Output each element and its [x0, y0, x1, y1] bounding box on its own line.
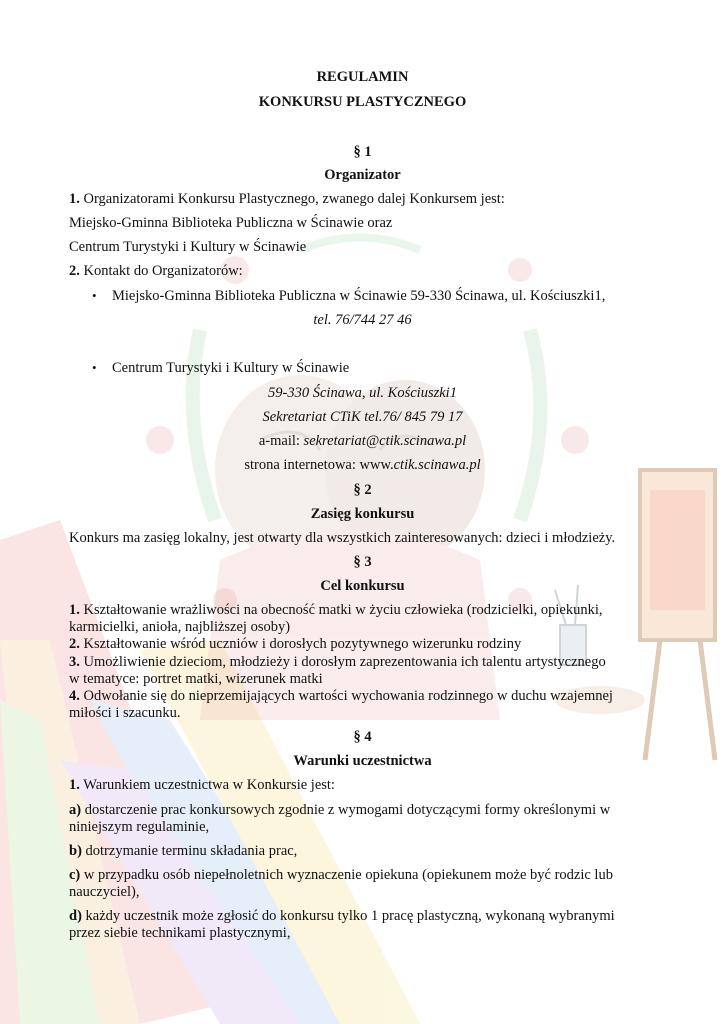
goal-item-4 [69, 687, 613, 705]
section-4-heading: Warunki uczestnictwa [293, 753, 432, 769]
item-text: dotrzymanie terminu składania prac, [85, 843, 298, 859]
item-number: 1. [69, 777, 80, 793]
website-link[interactable]: ctik.scinawa.pl [393, 457, 481, 473]
section-2-heading: Zasięg konkursu [310, 506, 415, 522]
item-letter: b) [69, 843, 82, 859]
bullet-icon: • [92, 360, 97, 375]
s1-item-1 [69, 190, 505, 208]
section-3-heading: Cel konkursu [320, 578, 405, 594]
document-title: REGULAMIN [316, 69, 409, 85]
goal-item-4-cont: miłości i szacunku. [69, 705, 181, 721]
contact-2-name: Centrum Turystyki i Kultury w Ścinawie [112, 360, 350, 376]
contact-1-phone: tel. 76/744 27 46 [313, 312, 412, 328]
section-3-mark: § 3 [353, 554, 372, 570]
goal-item-3-cont: w tematyce: portret matki, wizerunek matki [69, 671, 323, 687]
item-text: Kontakt do Organizatorów: [83, 263, 243, 279]
condition-a-cont: niniejszym regulaminie, [69, 819, 210, 835]
goal-item-3 [69, 653, 606, 671]
item-text: Organizatorami Konkursu Plastycznego, zwanego dalej Konkursem jest: [83, 191, 505, 207]
email-label: a-mail: [258, 433, 304, 449]
item-letter: c) [69, 867, 81, 883]
condition-d-cont: przez siebie technikami plastycznymi, [69, 925, 291, 941]
condition-d [69, 907, 615, 925]
contact-2-address: 59-330 Ścinawa, ul. Kościuszki1 [268, 385, 457, 401]
condition-intro [69, 776, 335, 794]
contact-2-email [0, 432, 725, 450]
section-1-heading: Organizator [324, 167, 401, 183]
item-text: Warunkiem uczestnictwa w Konkursie jest: [83, 777, 335, 793]
contact-1-line: Miejsko-Gminna Biblioteka Publiczna w Ścinawie 59-330 Ścinawa, ul. Kościuszki1, [112, 288, 606, 304]
item-number: 4. [69, 688, 80, 704]
item-number: 2. [69, 263, 80, 279]
item-letter: d) [69, 908, 82, 924]
item-text: dostarczenie prac konkursowych zgodnie z wymogami dotyczącymi formy określonymi w [84, 802, 611, 818]
section-2-text: Konkurs ma zasięg lokalny, jest otwarty dla wszystkich zainteresowanych: dzieci i młodzieży. [69, 530, 616, 546]
condition-c-cont: nauczyciel), [69, 884, 140, 900]
item-text: w przypadku osób niepełnoletnich wyznaczenie opiekuna (opiekunem może być rodzic lub [83, 867, 613, 883]
organizer-1: Miejsko-Gminna Biblioteka Publiczna w Ścinawie oraz [69, 215, 393, 231]
item-number: 3. [69, 654, 80, 670]
item-text: każdy uczestnik może zgłosić do konkursu tylko 1 pracę plastyczną, wykonaną wybranymi [85, 908, 615, 924]
condition-a [69, 801, 610, 819]
condition-c [69, 866, 613, 884]
website-label: strona internetowa: www. [244, 457, 394, 473]
item-number: 1. [69, 602, 80, 618]
item-text: Umożliwienie dzieciom, młodzieży i dorosłym zaprezentowania ich talentu artystycznego [83, 654, 606, 670]
contact-2-phone: Sekretariat CTiK tel.76/ 845 79 17 [262, 409, 463, 425]
contact-2-website [0, 456, 725, 474]
goal-item-1 [69, 601, 603, 619]
bullet-icon: • [92, 288, 97, 303]
section-2-mark: § 2 [353, 482, 372, 498]
item-number: 1. [69, 191, 80, 207]
item-letter: a) [69, 802, 82, 818]
item-text: Kształtowanie wśród uczniów i dorosłych pozytywnego wizerunku rodziny [83, 636, 522, 652]
goal-item-2 [69, 635, 521, 653]
section-4-mark: § 4 [353, 729, 372, 745]
organizer-2: Centrum Turystyki i Kultury w Ścinawie [69, 239, 307, 255]
condition-b [69, 842, 297, 860]
section-1-mark: § 1 [353, 144, 372, 160]
email-link[interactable]: sekretariat@ctik.scinawa.pl [303, 433, 467, 449]
goal-item-1-cont: karmicielki, anioła, najbliższej osoby) [69, 619, 291, 635]
item-text: Odwołanie się do nieprzemijających wartości wychowania rodzinnego w duchu wzajemnej [83, 688, 613, 704]
s1-item-2 [69, 262, 243, 280]
item-text: Kształtowanie wrażliwości na obecność matki w życiu człowieka (rodzicielki, opiekunki, [83, 602, 603, 618]
item-number: 2. [69, 636, 80, 652]
document-subtitle: KONKURSU PLASTYCZNEGO [258, 94, 467, 110]
